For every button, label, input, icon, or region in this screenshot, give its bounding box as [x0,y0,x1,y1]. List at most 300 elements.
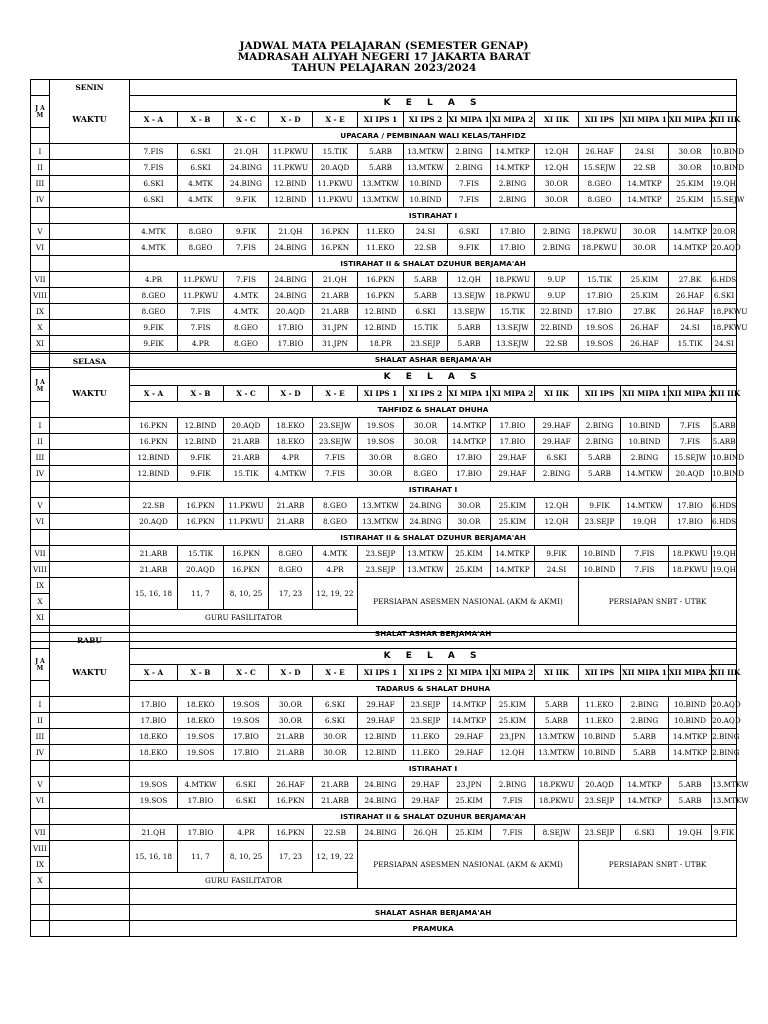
subject-cell: 18.PKWU [491,288,535,304]
subject-cell: 5.ARB [621,745,669,761]
subject-cell: 30.OR [621,224,669,240]
guru-fasilitator-label: GURU FASILITATOR [130,873,358,889]
column-header: XII IPS [579,112,621,128]
subject-cell: 11.EKO [358,224,404,240]
subject-cell: 7.FIS [313,450,358,466]
subject-cell: 15.TIK [313,144,358,160]
column-header: XI IIK [535,386,579,402]
subject-cell: 20.AQD [579,777,621,793]
subject-cell: 10.BIND [712,160,737,176]
subject-cell: 7.FIS [621,546,669,562]
subject-cell: 27.BK [621,304,669,320]
column-header: XII IIK [712,665,737,681]
corner-cell [31,633,50,649]
waktu-cell [50,562,130,578]
subject-cell: 16.PKN [358,288,404,304]
subject-cell: 9.UP [535,288,579,304]
class-header-row [31,665,737,681]
column-header: XII MIPA 1 [621,665,669,681]
subject-cell: 2.BING [448,144,491,160]
subject-cell: 7.FIS [130,160,178,176]
subject-cell: 18.EKO [130,745,178,761]
banner-top-row [31,128,737,144]
jam-number: III [31,450,50,466]
table-row [31,562,737,578]
subject-cell: 14.MTKP [491,546,535,562]
subject-cell: 12.BIND [269,192,313,208]
subject-cell: 6.SKI [448,224,491,240]
subject-cell: 6.SKI [621,825,669,841]
subject-cell: 25.KIM [491,713,535,729]
subject-cell: 10.BIND [621,418,669,434]
day-label: SENIN [50,80,130,96]
table-row [31,450,737,466]
subject-cell: 5.ARB [669,777,712,793]
subject-cell: 14.MTKP [621,793,669,809]
subject-cell: 22.SB [535,336,579,352]
column-header: XI IPS 2 [404,112,448,128]
subject-cell: 5.ARB [621,729,669,745]
subject-cell: 2.BING [491,192,535,208]
column-header: XII IPS [579,665,621,681]
subject-cell: 27.BK [669,272,712,288]
waktu-cell [50,434,130,450]
subject-cell: 10.BIND [404,176,448,192]
subject-cell: 18.PKWU [669,546,712,562]
jam-cell [31,208,50,224]
jam-number: IV [31,466,50,482]
subject-cell: 15.SEJW [669,450,712,466]
schedule-table-rabu [30,632,749,937]
subject-cell: 8.GEO [130,304,178,320]
subject-cell: 6.HDS [712,498,737,514]
column-header: XI IIK [535,112,579,128]
subject-cell: 4.MTK [130,240,178,256]
column-header: XII IPS [579,386,621,402]
subject-cell: 4.MTK [313,546,358,562]
subject-cell: 5.ARB [358,144,404,160]
subject-cell: 10.BIND [579,729,621,745]
subject-cell: 5.ARB [712,418,737,434]
subject-cell: 15.TIK [224,466,269,482]
subject-cell: 14.MTKP [669,745,712,761]
jam-number: I [31,144,50,160]
subject-cell: 22.SB [404,240,448,256]
subject-cell: 15.TIK [669,336,712,352]
column-header: X - D [269,665,313,681]
banner-top-row [31,402,737,418]
column-header: X - D [269,112,313,128]
table-row [31,841,737,857]
subject-cell: 11.PKWU [313,192,358,208]
kelas-row [31,96,737,112]
subject-cell: 25.KIM [448,562,491,578]
subject-cell: 8.GEO [224,336,269,352]
subject-cell: 14.MTKW [621,466,669,482]
guru-group-cell: 17, 23 [269,841,313,873]
subject-cell: 17.BIO [579,304,621,320]
subject-cell: 4.PR [313,562,358,578]
jam-number: V [31,498,50,514]
subject-cell: 13.MTKW [404,546,448,562]
asesmen-label: PERSIAPAN ASESMEN NASIONAL (AKM & AKMI) [358,841,579,889]
subject-cell: 18.PKWU [491,272,535,288]
subject-cell: 20.AQD [224,418,269,434]
subject-cell: 6.HDS [712,514,737,530]
snbt-label: PERSIAPAN SNBT - UTBK [579,841,737,889]
jam-number: V [31,224,50,240]
subject-cell: 8.GEO [579,176,621,192]
subject-cell: 10.BIND [404,192,448,208]
blank-row [31,889,737,905]
subject-cell: 20.AQD [712,697,737,713]
subject-cell: 7.FIS [178,304,224,320]
subject-cell: 13.SEJW [448,288,491,304]
class-header-row [31,112,737,128]
day-label: RABU [50,633,130,649]
kelas-row [31,649,737,665]
subject-cell: 14.MTKP [448,434,491,450]
subject-cell: 7.FIS [313,466,358,482]
column-header: X - A [130,386,178,402]
subject-cell: 19.SOS [130,777,178,793]
subject-cell: 20.AQD [669,466,712,482]
jam-number: XI [31,610,50,626]
waktu-cell [50,320,130,336]
subject-cell: 15.TIK [579,272,621,288]
subject-cell: 26.HAF [669,288,712,304]
subject-cell: 18.PKWU [579,224,621,240]
jam-label: J A M [31,370,50,402]
subject-cell: 8.GEO [269,546,313,562]
waktu-cell [50,697,130,713]
subject-cell: 19.SOS [358,434,404,450]
waktu-cell [50,809,130,825]
kelas-label: K E L A S [130,649,737,665]
subject-cell: 8.GEO [224,320,269,336]
column-header: XII MIPA 1 [621,112,669,128]
subject-cell: 30.OR [313,729,358,745]
waktu-cell [50,793,130,809]
subject-cell: 25.KIM [448,825,491,841]
guru-group-cell: 8, 10, 25 [224,841,269,873]
guru-group-cell: 15, 16, 18 [130,578,178,610]
subject-cell: 14.MTKP [621,192,669,208]
subject-cell: 24.BING [358,793,404,809]
subject-cell: 29.HAF [448,745,491,761]
subject-cell: 9.FIK [178,466,224,482]
subject-cell: 16.PKN [358,272,404,288]
subject-cell: 30.OR [448,498,491,514]
guru-fasilitator-label: GURU FASILITATOR [130,610,358,626]
waktu-cell [50,482,130,498]
jam-number: III [31,729,50,745]
column-header: X - B [178,112,224,128]
subject-cell: 17.BIO [669,498,712,514]
table-row [31,777,737,793]
column-header: X - E [313,665,358,681]
istirahat-2-row [31,809,737,825]
subject-cell: 12.BIND [130,450,178,466]
column-header: X - C [224,386,269,402]
waktu-cell [50,546,130,562]
subject-cell: 25.KIM [448,793,491,809]
subject-cell: 29.HAF [404,777,448,793]
subject-cell: 29.HAF [404,793,448,809]
subject-cell: 30.OR [621,240,669,256]
subject-cell: 5.ARB [448,320,491,336]
subject-cell: 4.MTK [178,176,224,192]
subject-cell: 6.SKI [130,176,178,192]
subject-cell: 19.SOS [178,745,224,761]
subject-cell: 16.PKN [313,240,358,256]
subject-cell: 9.FIK [579,498,621,514]
pramuka-row [31,921,737,937]
subject-cell: 29.HAF [491,466,535,482]
subject-cell: 5.ARB [579,466,621,482]
subject-cell: 14.MTKP [448,713,491,729]
table-row [31,466,737,482]
shalat-ashar-row-label: SHALAT ASHAR BERJAMA'AH [130,626,737,642]
jam-cell [31,809,50,825]
table-row [31,418,737,434]
subject-cell: 10.BIND [579,745,621,761]
table-row [31,272,737,288]
subject-cell: 16.PKN [269,793,313,809]
subject-cell: 8.GEO [404,466,448,482]
subject-cell: 18.PKWU [712,320,737,336]
subject-cell: 10.BIND [712,450,737,466]
waktu-cell [50,272,130,288]
jam-number: VII [31,546,50,562]
subject-cell: 12.QH [535,498,579,514]
snbt-label: PERSIAPAN SNBT - UTBK [579,578,737,626]
jam-cell [31,482,50,498]
column-header: XII IIK [712,112,737,128]
subject-cell: 4.MTK [130,224,178,240]
column-header: XI IPS 2 [404,386,448,402]
subject-cell: 21.ARB [269,729,313,745]
subject-cell: 14.MTKP [491,144,535,160]
column-header: X - E [313,386,358,402]
subject-cell: 10.BIND [712,466,737,482]
subject-cell: 26.HAF [621,336,669,352]
jam-cell [31,921,50,937]
subject-cell: 25.KIM [621,288,669,304]
waktu-cell [50,514,130,530]
waktu-cell [50,256,130,272]
subject-cell: 22.SB [621,160,669,176]
subject-cell: 21.QH [130,825,178,841]
waktu-cell [50,578,130,610]
subject-cell: 25.KIM [621,272,669,288]
subject-cell: 23.JPN [491,729,535,745]
waktu-cell [50,466,130,482]
subject-cell: 7.FIS [224,240,269,256]
subject-cell: 5.ARB [712,434,737,450]
jam-number: I [31,418,50,434]
subject-cell: 20.AQD [178,562,224,578]
corner-cell [31,354,50,370]
jam-cell [31,128,50,144]
subject-cell: 5.ARB [535,713,579,729]
jam-number: VII [31,825,50,841]
waktu-cell [50,610,130,626]
subject-cell: 26.HAF [579,144,621,160]
subject-cell: 5.ARB [535,697,579,713]
jam-cell [31,889,50,905]
subject-cell: 17.BIO [178,793,224,809]
banner-top-row [31,681,737,697]
subject-cell: 4.MTKW [269,466,313,482]
subject-cell: 13.MTKW [535,745,579,761]
subject-cell: 15.SEJW [712,192,737,208]
subject-cell: 19.SOS [224,713,269,729]
istirahat-2-row-label: ISTIRAHAT II & SHALAT DZUHUR BERJAMA'AH [130,256,737,272]
subject-cell: 21.QH [313,272,358,288]
subject-cell: 17.BIO [224,729,269,745]
table-row [31,144,737,160]
guru-group-cell: 8, 10, 25 [224,578,269,610]
subject-cell: 21.ARB [313,777,358,793]
subject-cell: 24.BING [269,288,313,304]
subject-cell: 17.BIO [491,240,535,256]
kelas-row [31,370,737,386]
subject-cell: 18.EKO [130,729,178,745]
subject-cell: 13.SEJW [491,336,535,352]
waktu-cell [50,304,130,320]
day-row [31,354,737,370]
day-label: SELASA [50,354,130,370]
table-row [31,336,737,352]
kelas-label: K E L A S [130,96,737,112]
subject-cell: 7.FIS [669,434,712,450]
subject-cell: 13.MTKW [358,192,404,208]
subject-cell: 29.HAF [491,450,535,466]
subject-cell: 7.FIS [669,418,712,434]
kelas-label: K E L A S [130,370,737,386]
subject-cell: 11.EKO [404,745,448,761]
subject-cell: 23.SEJP [358,562,404,578]
subject-cell: 22.SB [130,498,178,514]
table-row [31,514,737,530]
column-header: X - C [224,665,269,681]
subject-cell: 4.MTK [224,288,269,304]
waktu-cell [50,418,130,434]
waktu-cell [50,729,130,745]
subject-cell: 10.BIND [579,546,621,562]
waktu-label: WAKTU [50,370,130,418]
subject-cell: 29.HAF [535,418,579,434]
subject-cell: 24.SI [712,336,737,352]
subject-cell: 24.BING [358,825,404,841]
subject-cell: 6.SKI [178,144,224,160]
subject-cell: 24.BING [358,777,404,793]
subject-cell: 8.GEO [178,240,224,256]
banner-top: UPACARA / PEMBINAAN WALI KELAS/TAHFIDZ [130,128,737,144]
subject-cell: 17.BIO [579,288,621,304]
waktu-cell [50,777,130,793]
subject-cell: 14.MTKP [621,176,669,192]
subject-cell: 10.BIND [669,713,712,729]
jam-cell [31,905,50,921]
subject-cell: 30.OR [669,144,712,160]
column-header: XII MIPA 2 [669,112,712,128]
subject-cell: 30.OR [535,176,579,192]
jam-number: VIII [31,562,50,578]
subject-cell: 16.PKN [224,546,269,562]
day-row [31,80,737,96]
subject-cell: 17.BIO [448,450,491,466]
shalat-ashar-row-label: SHALAT ASHAR BERJAMA'AH [130,352,737,368]
subject-cell: 2.BING [491,777,535,793]
subject-cell: 11.PKWU [224,498,269,514]
subject-cell: 9.FIK [224,224,269,240]
subject-cell: 9.FIK [178,450,224,466]
column-header: XII MIPA 1 [621,386,669,402]
column-header: XI IPS 1 [358,112,404,128]
subject-cell: 2.BING [448,160,491,176]
subject-cell: 30.OR [448,514,491,530]
shalat-ashar-row [31,905,737,921]
subject-cell: 4.PR [269,450,313,466]
column-header: X - A [130,665,178,681]
column-header: X - C [224,112,269,128]
subject-cell: 6.SKI [313,713,358,729]
subject-cell: 12.QH [535,160,579,176]
subject-cell: 6.SKI [313,697,358,713]
subject-cell: 19.QH [712,176,737,192]
subject-cell: 23.SEJP [404,336,448,352]
waktu-cell [50,921,130,937]
subject-cell: 16.PKN [224,562,269,578]
table-row [31,176,737,192]
column-header: XI IIK [535,665,579,681]
subject-cell: 12.BIND [178,418,224,434]
subject-cell: 17.BIO [224,745,269,761]
subject-cell: 10.BIND [669,697,712,713]
subject-cell: 17.BIO [269,320,313,336]
subject-cell: 19.SOS [358,418,404,434]
subject-cell: 26.HAF [621,320,669,336]
istirahat-2-row [31,256,737,272]
subject-cell: 31.JPN [313,320,358,336]
subject-cell: 18.EKO [269,418,313,434]
table-row [31,825,737,841]
subject-cell: 14.MTKP [448,418,491,434]
subject-cell: 11.PKWU [269,144,313,160]
column-header: X - D [269,386,313,402]
subject-cell: 22.BIND [535,320,579,336]
subject-cell: 21.ARB [313,304,358,320]
guru-group-cell: 12, 19, 22 [313,841,358,873]
subject-cell: 14.MTKP [491,160,535,176]
subject-cell: 16.PKN [313,224,358,240]
asesmen-label: PERSIAPAN ASESMEN NASIONAL (AKM & AKMI) [358,578,579,626]
subject-cell: 12.BIND [358,729,404,745]
subject-cell: 7.FIS [224,272,269,288]
spacer-cell [130,354,737,370]
column-header: X - B [178,386,224,402]
subject-cell: 13.MTKW [358,514,404,530]
subject-cell: 31.JPN [313,336,358,352]
subject-cell: 19.QH [712,546,737,562]
subject-cell: 18.EKO [269,434,313,450]
jam-cell [31,402,50,418]
subject-cell: 2.BING [491,176,535,192]
subject-cell: 26.HAF [269,777,313,793]
jam-number: VIII [31,288,50,304]
